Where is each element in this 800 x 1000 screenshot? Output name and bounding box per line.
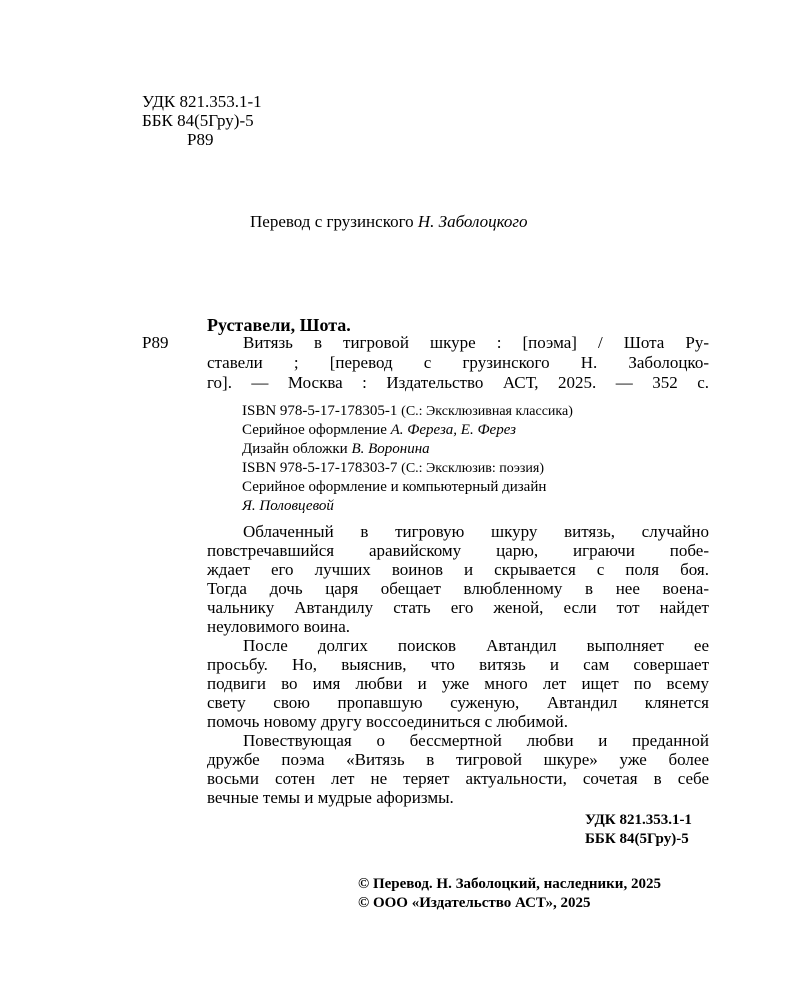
isbn-series: (С.: Эксклюзивная классика) bbox=[401, 404, 573, 419]
isbn-number: ISBN 978-5-17-178303-7 bbox=[242, 460, 402, 476]
annotation-line: просьбу. Но, выяснив, что витязь и сам совершает bbox=[207, 655, 709, 674]
annotation-line: восьми сотен лет не теряет актуальности, сочетая в себе bbox=[207, 769, 709, 788]
series-design-credit bbox=[242, 421, 518, 440]
annotation-line: дружбе поэма «Витязь в тигровой шкуре» уже более bbox=[207, 750, 709, 769]
credit-prefix: Серийное оформление bbox=[242, 422, 391, 438]
annotation-line: свету свою пропавшую суженую, Автандил клянется bbox=[207, 693, 709, 712]
credit-names: А. Фереза, Е. Ферез bbox=[390, 422, 516, 438]
annotation-line: Повествующая о бессмертной любви и преданной bbox=[243, 731, 709, 750]
description-line: Витязь в тигровой шкуре : [поэма] / Шота Ру- bbox=[243, 333, 709, 352]
author-sign-record: Р89 bbox=[142, 333, 169, 352]
udk-code-bottom: УДК 821.353.1-1 bbox=[585, 812, 692, 828]
author-sign-top: Р89 bbox=[187, 130, 214, 149]
isbn-line bbox=[242, 459, 544, 478]
annotation-line: Тогда дочь царя обещает влюбленному в нее воена- bbox=[207, 579, 709, 598]
isbn-number: ISBN 978-5-17-178305-1 bbox=[242, 403, 402, 419]
annotation-line: чальнику Автандилу стать его женой, если тот найдет bbox=[207, 598, 709, 617]
description-line: го]. — Москва : Издательство АСТ, 2025. — 352 с. bbox=[207, 373, 709, 392]
isbn-line bbox=[242, 402, 573, 421]
copyright-publisher: © ООО «Издательство АСТ», 2025 bbox=[358, 895, 591, 911]
copyright-translation: © Перевод. Н. Заболоцкий, наследники, 2025 bbox=[358, 876, 661, 892]
bbk-code-top: ББК 84(5Гру)-5 bbox=[142, 111, 254, 130]
annotation-line: неуловимого воина. bbox=[207, 617, 351, 636]
translator-name: Н. Заболоцкого bbox=[417, 212, 528, 231]
annotation-line: подвиги во имя любви и уже много лет ищет по всему bbox=[207, 674, 709, 693]
cover-design-credit bbox=[242, 440, 432, 459]
annotation-line: вечные темы и мудрые афоризмы. bbox=[207, 788, 454, 807]
annotation-line: помочь новому другу воссоединиться с любимой. bbox=[207, 712, 569, 731]
computer-design-credit: Серийное оформление и компьютерный дизайн bbox=[242, 479, 547, 495]
author-heading: Руставели, Шота. bbox=[207, 315, 351, 335]
annotation-line: После долгих поисков Автандил выполняет ее bbox=[243, 636, 709, 655]
translation-credit bbox=[250, 212, 530, 232]
description-line: ставели ; [перевод с грузинского Н. Заболоцко- bbox=[207, 353, 709, 372]
annotation-line: Облаченный в тигровую шкуру витязь, случайно bbox=[243, 522, 709, 541]
credit-prefix: Дизайн обложки bbox=[242, 441, 352, 457]
udk-code-top: УДК 821.353.1-1 bbox=[142, 92, 262, 111]
credit-names: В. Воронина bbox=[351, 441, 430, 457]
annotation-line: повстречавшийся аравийскому царю, играючи побе- bbox=[207, 541, 709, 560]
bbk-code-bottom: ББК 84(5Гру)-5 bbox=[585, 831, 689, 847]
annotation-line: ждает его лучших воинов и скрывается с поля боя. bbox=[207, 560, 709, 579]
isbn-series: (С.: Эксклюзив: поэзия) bbox=[401, 461, 545, 476]
computer-design-name: Я. Половцевой bbox=[242, 498, 334, 514]
translation-prefix: Перевод с грузинского bbox=[250, 212, 418, 231]
